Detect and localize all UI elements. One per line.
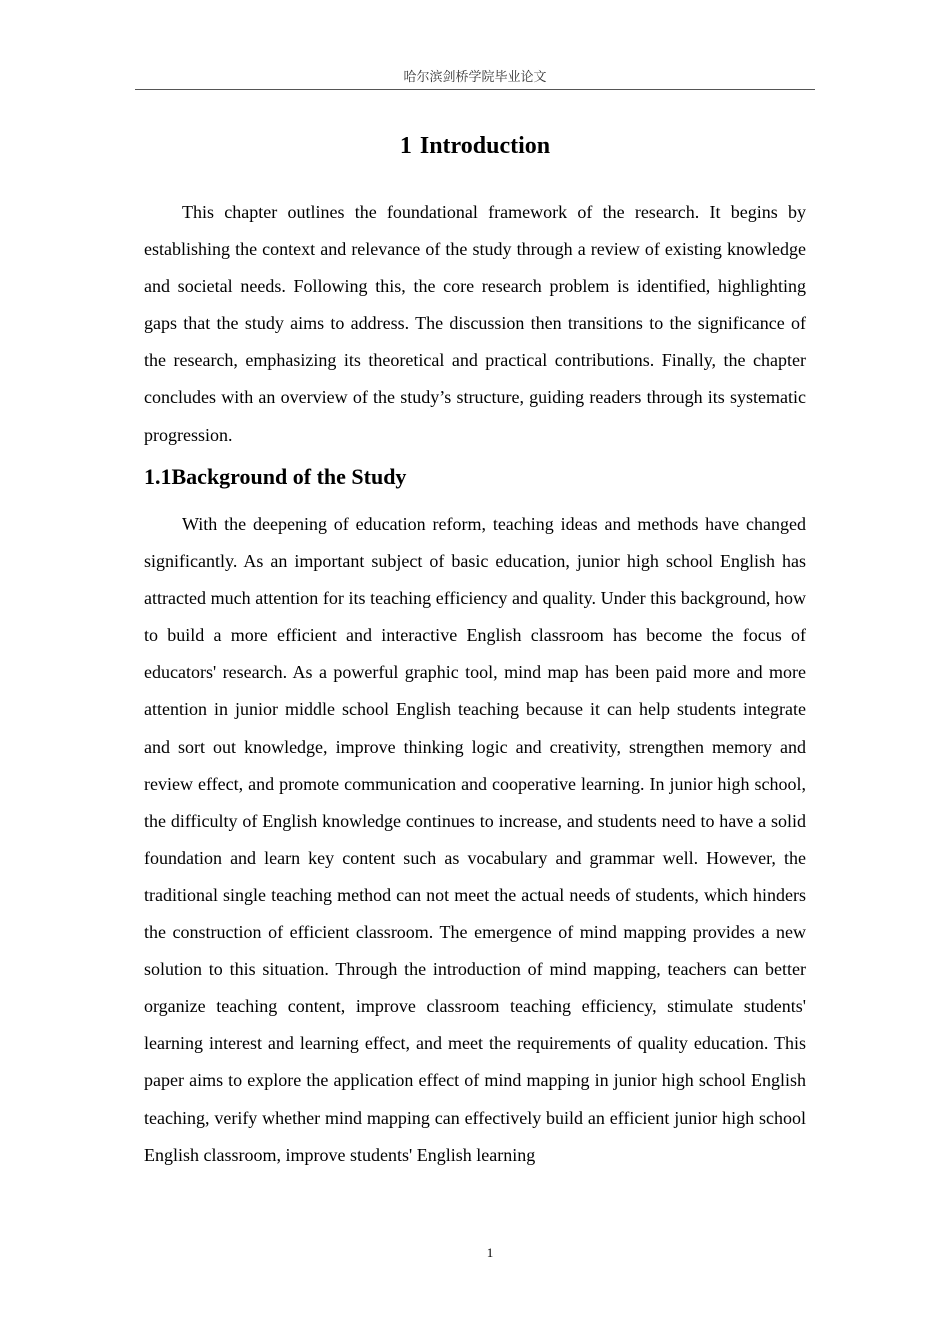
background-paragraph: With the deepening of education reform, teaching ideas and methods have changed significantly. As an important subject of basic education, junior high school English has attracted much attention for its teaching efficiency and quality. Under this background, how to build a more efficient and interactive English classroom has become the focus of educators' research. As a powerful graphic tool, mind map has been paid more and more attention in junior middle school English teaching because it can help students integrate and sort out knowledge, improve thinking logic and creativity, strengthen memory and review effect, and promote communication and cooperative learning. In junior high school, the difficulty of English knowledge continues to increase, and students need to have a solid foundation and learn key content such as vocabulary and grammar well. However, the traditional single teaching method can not meet the actual needs of students, which hinders the construction of efficient classroom. The emergence of mind mapping provides a new solution to this situation. Through the introduction of mind mapping, teachers can better organize teaching content, improve classroom teaching efficiency, stimulate students' learning interest and learning effect, and meet the requirements of quality education. This paper aims to explore the application effect of mind mapping in junior high school English teaching, verify whether mind mapping can effectively build an efficient junior high school English classroom, improve students' English learning	[144, 514, 806, 1165]
running-header: 哈尔滨剑桥学院毕业论文	[403, 70, 547, 85]
chapter-title	[135, 128, 815, 164]
intro-paragraph: This chapter outlines the foundational framework of the research. It begins by establishing the context and relevance of the study through a review of existing knowledge and societal needs. Following this, the core research problem is identified, highlighting gaps that the study aims to address. The discussion then transitions to the significance of the research, emphasizing its theoretical and practical contributions. Finally, the chapter concludes with an overview of the study’s structure, guiding readers through its systematic progression.	[144, 202, 806, 445]
chapter-number: 1	[399, 133, 412, 159]
section-heading: 1.1Background of the Study	[144, 464, 407, 489]
chapter-title-text: Introduction	[419, 133, 551, 159]
header-divider	[135, 89, 815, 90]
page-number: 1	[486, 1245, 494, 1260]
